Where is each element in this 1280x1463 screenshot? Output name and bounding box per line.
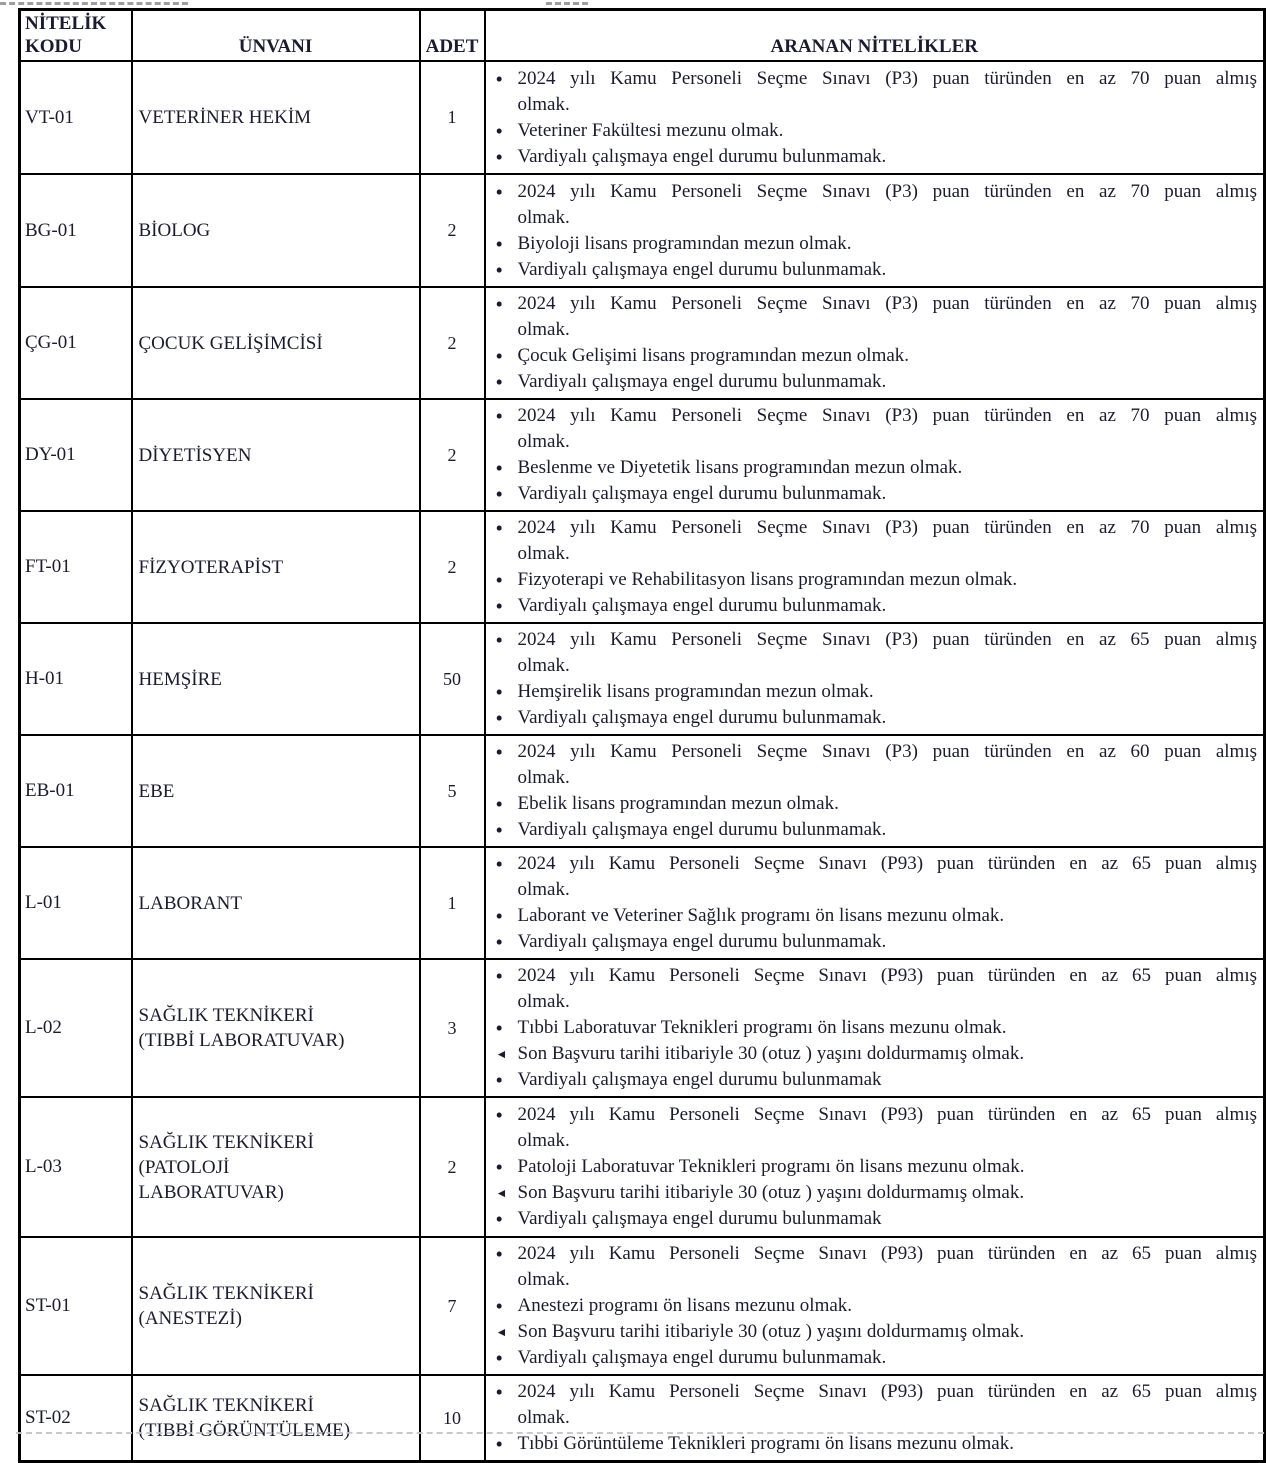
cell-requirements bbox=[485, 1375, 1265, 1462]
requirement-item bbox=[486, 1241, 1258, 1293]
requirement-line: 2024 yılı Kamu Personeli Seçme Sınavı (P93) puan türünden en az 65 puan almış bbox=[517, 1243, 1257, 1264]
title-line: (TIBBİ GÖRÜNTÜLEME) bbox=[138, 1420, 351, 1441]
scan-artifact bbox=[546, 2, 588, 5]
cell-title bbox=[132, 511, 420, 623]
requirement-item bbox=[486, 567, 1258, 593]
requirement-item bbox=[486, 817, 1258, 843]
requirement-item bbox=[486, 963, 1258, 1015]
bullet-icon: • bbox=[495, 818, 503, 842]
cell-requirements bbox=[485, 1237, 1265, 1375]
requirement-line: Vardiyalı çalışmaya engel durumu bulunmamak. bbox=[517, 819, 887, 840]
cell-requirements bbox=[485, 735, 1265, 847]
table-header bbox=[20, 10, 1265, 62]
requirement-line: Vardiyalı çalışmaya engel durumu bulunmamak. bbox=[517, 483, 887, 504]
header-row bbox=[20, 10, 1265, 62]
requirement-line: Son Başvuru tarihi itibariyle 30 (otuz ) yaşını doldurmamış olmak. bbox=[517, 1043, 1025, 1064]
requirement-line: olmak. bbox=[517, 93, 570, 115]
table-row bbox=[20, 287, 1265, 399]
header-nitelik-kodu bbox=[20, 10, 132, 62]
cell-title bbox=[132, 959, 420, 1097]
title-line: SAĞLIK TEKNİKERİ bbox=[138, 1131, 314, 1153]
requirement-item bbox=[486, 1154, 1258, 1180]
header-line: NİTELİK bbox=[25, 13, 107, 34]
cell-qualification-code: FT-01 bbox=[20, 511, 132, 623]
cell-count: 2 bbox=[420, 1097, 485, 1237]
cell-qualification-code: EB-01 bbox=[20, 735, 132, 847]
table-row bbox=[20, 735, 1265, 847]
requirement-line: Ebelik lisans programından mezun olmak. bbox=[517, 793, 839, 814]
cell-count: 2 bbox=[420, 287, 485, 399]
table-row bbox=[20, 399, 1265, 511]
header-line: ARANAN NİTELİKLER bbox=[770, 36, 978, 57]
cell-title bbox=[132, 1097, 420, 1237]
requirement-line: Fizyoterapi ve Rehabilitasyon lisans programından mezun olmak. bbox=[517, 569, 1018, 590]
requirement-line: Vardiyalı çalışmaya engel durumu bulunmamak bbox=[517, 1069, 882, 1090]
cell-count: 3 bbox=[420, 959, 485, 1097]
table-row bbox=[20, 959, 1265, 1097]
requirement-line: olmak. bbox=[517, 655, 570, 676]
title-line: SAĞLIK TEKNİKERİ bbox=[138, 1395, 314, 1416]
requirement-item bbox=[486, 179, 1258, 231]
cell-title bbox=[132, 174, 420, 287]
requirement-line: 2024 yılı Kamu Personeli Seçme Sınavı (P93) puan türünden en az 65 puan almış bbox=[517, 853, 1257, 874]
requirement-line: Tıbbi Laboratuvar Teknikleri programı ön lisans mezunu olmak. bbox=[517, 1017, 1007, 1038]
cell-title bbox=[132, 735, 420, 847]
title-line: SAĞLIK TEKNİKERİ bbox=[138, 1283, 314, 1304]
bullet-icon: • bbox=[495, 257, 503, 282]
requirement-line: Vardiyalı çalışmaya engel durumu bulunmamak. bbox=[517, 145, 887, 167]
title-line: FİZYOTERAPİST bbox=[138, 556, 284, 578]
requirement-line: 2024 yılı Kamu Personeli Seçme Sınavı (P3) puan türünden en az 70 puan almış bbox=[517, 293, 1257, 314]
bullet-icon: • bbox=[495, 231, 503, 256]
requirement-line: 2024 yılı Kamu Personeli Seçme Sınavı (P3) puan türünden en az 60 puan almış bbox=[517, 741, 1257, 762]
requirement-item bbox=[486, 627, 1258, 679]
cell-qualification-code: L-01 bbox=[20, 847, 132, 959]
requirement-line: Vardiyalı çalışmaya engel durumu bulunmamak. bbox=[517, 258, 887, 280]
requirement-line: Vardiyalı çalışmaya engel durumu bulunmamak. bbox=[517, 1347, 887, 1368]
scan-artifact bbox=[0, 2, 188, 5]
title-line: DİYETİSYEN bbox=[138, 444, 252, 466]
bullet-icon: • bbox=[495, 680, 503, 704]
requirement-line: Vardiyalı çalışmaya engel durumu bulunmamak. bbox=[517, 371, 887, 392]
cell-qualification-code: BG-01 bbox=[20, 174, 132, 287]
requirement-line: olmak. bbox=[517, 319, 570, 340]
requirement-item bbox=[486, 679, 1258, 705]
bullet-icon: • bbox=[495, 792, 503, 816]
requirement-line: Vardiyalı çalışmaya engel durumu bulunmamak. bbox=[517, 595, 887, 616]
bullet-icon: • bbox=[495, 516, 503, 540]
requirement-line: olmak. bbox=[517, 1269, 570, 1290]
cell-count: 10 bbox=[420, 1375, 485, 1462]
cell-count: 2 bbox=[420, 511, 485, 623]
cell-count: 1 bbox=[420, 847, 485, 959]
title-line: LABORANT bbox=[138, 892, 242, 914]
bullet-icon: • bbox=[495, 66, 503, 91]
requirement-line: olmak. bbox=[517, 1130, 570, 1151]
requirement-line: 2024 yılı Kamu Personeli Seçme Sınavı (P93) puan türünden en az 65 puan almış bbox=[517, 1104, 1257, 1125]
bullet-icon: • bbox=[495, 1242, 503, 1266]
requirement-line: Vardiyalı çalışmaya engel durumu bulunmamak. bbox=[517, 707, 887, 728]
requirement-line: Son Başvuru tarihi itibariyle 30 (otuz ) yaşını doldurmamış olmak. bbox=[517, 1182, 1025, 1203]
bullet-icon: • bbox=[495, 118, 503, 143]
bullet-icon: • bbox=[495, 628, 503, 652]
bullet-icon: • bbox=[495, 1380, 503, 1404]
table-row bbox=[20, 847, 1265, 959]
cell-qualification-code: L-02 bbox=[20, 959, 132, 1097]
requirement-item bbox=[486, 1041, 1258, 1067]
arrow-bullet-icon: ◄ bbox=[495, 1186, 508, 1200]
requirement-line: Biyoloji lisans programından mezun olmak. bbox=[517, 232, 852, 254]
bullet-icon: • bbox=[495, 292, 503, 316]
requirement-item bbox=[486, 144, 1258, 170]
bullet-icon: • bbox=[495, 370, 503, 394]
requirement-item bbox=[486, 231, 1258, 257]
title-line: ÇOCUK GELİŞİMCİSİ bbox=[138, 332, 323, 354]
title-line: (TIBBİ LABORATUVAR) bbox=[138, 1030, 345, 1051]
bullet-icon: • bbox=[495, 1207, 503, 1231]
bullet-icon: • bbox=[495, 930, 503, 954]
bullet-icon: • bbox=[495, 344, 503, 368]
requirement-line: Veteriner Fakültesi mezunu olmak. bbox=[517, 119, 784, 141]
requirement-line: Beslenme ve Diyetetik lisans programından mezun olmak. bbox=[517, 457, 963, 478]
requirement-item bbox=[486, 1345, 1258, 1371]
header-line: KODU bbox=[25, 36, 82, 57]
cell-qualification-code: VT-01 bbox=[20, 61, 132, 174]
cell-requirements bbox=[485, 511, 1265, 623]
requirement-item bbox=[486, 705, 1258, 731]
requirement-item bbox=[486, 593, 1258, 619]
title-line: VETERİNER HEKİM bbox=[138, 107, 312, 128]
cell-requirements bbox=[485, 174, 1265, 287]
table-row bbox=[20, 61, 1265, 174]
header-line: ADET bbox=[425, 36, 479, 57]
table-row bbox=[20, 1097, 1265, 1237]
requirement-line: Tıbbi Görüntüleme Teknikleri programı ön lisans mezunu olmak. bbox=[517, 1433, 1014, 1454]
requirement-line: 2024 yılı Kamu Personeli Seçme Sınavı (P3) puan türünden en az 70 puan almış bbox=[517, 517, 1257, 538]
requirement-line: 2024 yılı Kamu Personeli Seçme Sınavı (P3) puan türünden en az 70 puan almış bbox=[517, 67, 1257, 89]
title-line: (ANESTEZİ) bbox=[138, 1308, 242, 1329]
table-row bbox=[20, 1375, 1265, 1462]
requirement-item bbox=[486, 66, 1258, 118]
cell-requirements bbox=[485, 847, 1265, 959]
bullet-icon: • bbox=[495, 1016, 503, 1040]
cell-qualification-code: DY-01 bbox=[20, 399, 132, 511]
cell-title bbox=[132, 1237, 420, 1375]
requirement-line: Vardiyalı çalışmaya engel durumu bulunmamak. bbox=[517, 931, 887, 952]
requirement-item bbox=[486, 1015, 1258, 1041]
cell-count: 2 bbox=[420, 399, 485, 511]
bullet-icon: • bbox=[495, 706, 503, 730]
bullet-icon: • bbox=[495, 1432, 503, 1456]
requirement-item bbox=[486, 1431, 1258, 1457]
requirement-item bbox=[486, 291, 1258, 343]
requirement-item bbox=[486, 369, 1258, 395]
requirement-line: Çocuk Gelişimi lisans programından mezun olmak. bbox=[517, 345, 910, 366]
header-aranan-nitelikler bbox=[485, 10, 1265, 62]
cell-count: 50 bbox=[420, 623, 485, 735]
bullet-icon: • bbox=[495, 1103, 503, 1127]
requirement-line: olmak. bbox=[517, 1407, 570, 1428]
bullet-icon: • bbox=[495, 404, 503, 428]
cell-qualification-code: L-03 bbox=[20, 1097, 132, 1237]
requirement-item bbox=[486, 1379, 1258, 1431]
requirement-item bbox=[486, 515, 1258, 567]
bullet-icon: • bbox=[495, 144, 503, 169]
cell-qualification-code: H-01 bbox=[20, 623, 132, 735]
cell-title bbox=[132, 623, 420, 735]
table-row bbox=[20, 511, 1265, 623]
bullet-icon: • bbox=[495, 1346, 503, 1370]
requirement-line: olmak. bbox=[517, 431, 570, 452]
header-unvani bbox=[132, 10, 420, 62]
cell-qualification-code: ST-02 bbox=[20, 1375, 132, 1462]
requirement-line: 2024 yılı Kamu Personeli Seçme Sınavı (P93) puan türünden en az 65 puan almış bbox=[517, 965, 1257, 986]
cell-requirements bbox=[485, 399, 1265, 511]
requirement-line: olmak. bbox=[517, 206, 570, 228]
cell-count: 1 bbox=[420, 61, 485, 174]
requirement-line: Laborant ve Veteriner Sağlık programı ön lisans mezunu olmak. bbox=[517, 905, 1005, 926]
requirement-item bbox=[486, 929, 1258, 955]
title-line: LABORATUVAR) bbox=[138, 1181, 284, 1203]
requirement-line: Vardiyalı çalışmaya engel durumu bulunmamak bbox=[517, 1208, 882, 1229]
bullet-icon: • bbox=[495, 594, 503, 618]
requirement-item bbox=[486, 403, 1258, 455]
arrow-bullet-icon: ◄ bbox=[495, 1325, 508, 1339]
table-row bbox=[20, 1237, 1265, 1375]
cell-qualification-code: ST-01 bbox=[20, 1237, 132, 1375]
table-row bbox=[20, 623, 1265, 735]
requirement-item bbox=[486, 903, 1258, 929]
requirement-line: olmak. bbox=[517, 767, 570, 788]
bullet-icon: • bbox=[495, 1294, 503, 1318]
requirement-item bbox=[486, 481, 1258, 507]
header-line: ÜNVANI bbox=[238, 36, 313, 57]
cell-title bbox=[132, 847, 420, 959]
bullet-icon: • bbox=[495, 482, 503, 506]
title-line: BİOLOG bbox=[138, 220, 211, 241]
table-body bbox=[20, 61, 1265, 1462]
cell-count: 2 bbox=[420, 174, 485, 287]
bullet-icon: • bbox=[495, 1068, 503, 1092]
cell-requirements bbox=[485, 623, 1265, 735]
requirement-item bbox=[486, 739, 1258, 791]
requirement-item bbox=[486, 1102, 1258, 1154]
requirement-line: Hemşirelik lisans programından mezun olmak. bbox=[517, 681, 874, 702]
requirement-item bbox=[486, 118, 1258, 144]
cell-requirements bbox=[485, 959, 1265, 1097]
arrow-bullet-icon: ◄ bbox=[495, 1047, 508, 1061]
requirement-item bbox=[486, 455, 1258, 481]
cell-requirements bbox=[485, 61, 1265, 174]
bullet-icon: • bbox=[495, 740, 503, 764]
requirement-item bbox=[486, 1180, 1258, 1206]
cell-count: 7 bbox=[420, 1237, 485, 1375]
requirement-line: olmak. bbox=[517, 879, 570, 900]
requirement-line: 2024 yılı Kamu Personeli Seçme Sınavı (P3) puan türünden en az 70 puan almış bbox=[517, 180, 1257, 202]
cell-title bbox=[132, 61, 420, 174]
requirement-line: Son Başvuru tarihi itibariyle 30 (otuz ) yaşını doldurmamış olmak. bbox=[517, 1321, 1025, 1342]
requirement-line: Patoloji Laboratuvar Teknikleri programı ön lisans mezunu olmak. bbox=[517, 1156, 1025, 1177]
requirement-item bbox=[486, 343, 1258, 369]
table-row bbox=[20, 174, 1265, 287]
title-line: EBE bbox=[138, 780, 175, 802]
cell-title bbox=[132, 1375, 420, 1462]
cell-title bbox=[132, 287, 420, 399]
cell-requirements bbox=[485, 287, 1265, 399]
cell-requirements bbox=[485, 1097, 1265, 1237]
scan-artifact bbox=[16, 1432, 1264, 1434]
requirement-line: 2024 yılı Kamu Personeli Seçme Sınavı (P3) puan türünden en az 70 puan almış bbox=[517, 405, 1257, 426]
bullet-icon: • bbox=[495, 456, 503, 480]
requirement-line: 2024 yılı Kamu Personeli Seçme Sınavı (P93) puan türünden en az 65 puan almış bbox=[517, 1381, 1257, 1402]
bullet-icon: • bbox=[495, 964, 503, 988]
requirement-item bbox=[486, 791, 1258, 817]
requirement-line: olmak. bbox=[517, 543, 570, 564]
cell-qualification-code: ÇG-01 bbox=[20, 287, 132, 399]
bullet-icon: • bbox=[495, 904, 503, 928]
requirement-line: 2024 yılı Kamu Personeli Seçme Sınavı (P3) puan türünden en az 65 puan almış bbox=[517, 629, 1257, 650]
title-line: (PATOLOJİ bbox=[138, 1156, 230, 1178]
requirement-line: olmak. bbox=[517, 991, 570, 1012]
bullet-icon: • bbox=[495, 179, 503, 204]
requirement-item bbox=[486, 1067, 1258, 1093]
bullet-icon: • bbox=[495, 1155, 503, 1179]
requirement-item bbox=[486, 1206, 1258, 1232]
bullet-icon: • bbox=[495, 568, 503, 592]
title-line: SAĞLIK TEKNİKERİ bbox=[138, 1005, 314, 1026]
requirement-item bbox=[486, 257, 1258, 283]
requirement-item bbox=[486, 851, 1258, 903]
bullet-icon: • bbox=[495, 852, 503, 876]
header-adet bbox=[420, 10, 485, 62]
cell-count: 5 bbox=[420, 735, 485, 847]
title-line: HEMŞİRE bbox=[138, 668, 222, 690]
cell-title bbox=[132, 399, 420, 511]
requirement-item bbox=[486, 1319, 1258, 1345]
requirement-line: Anestezi programı ön lisans mezunu olmak. bbox=[517, 1295, 853, 1316]
job-qualifications-table bbox=[18, 8, 1266, 1463]
requirement-item bbox=[486, 1293, 1258, 1319]
